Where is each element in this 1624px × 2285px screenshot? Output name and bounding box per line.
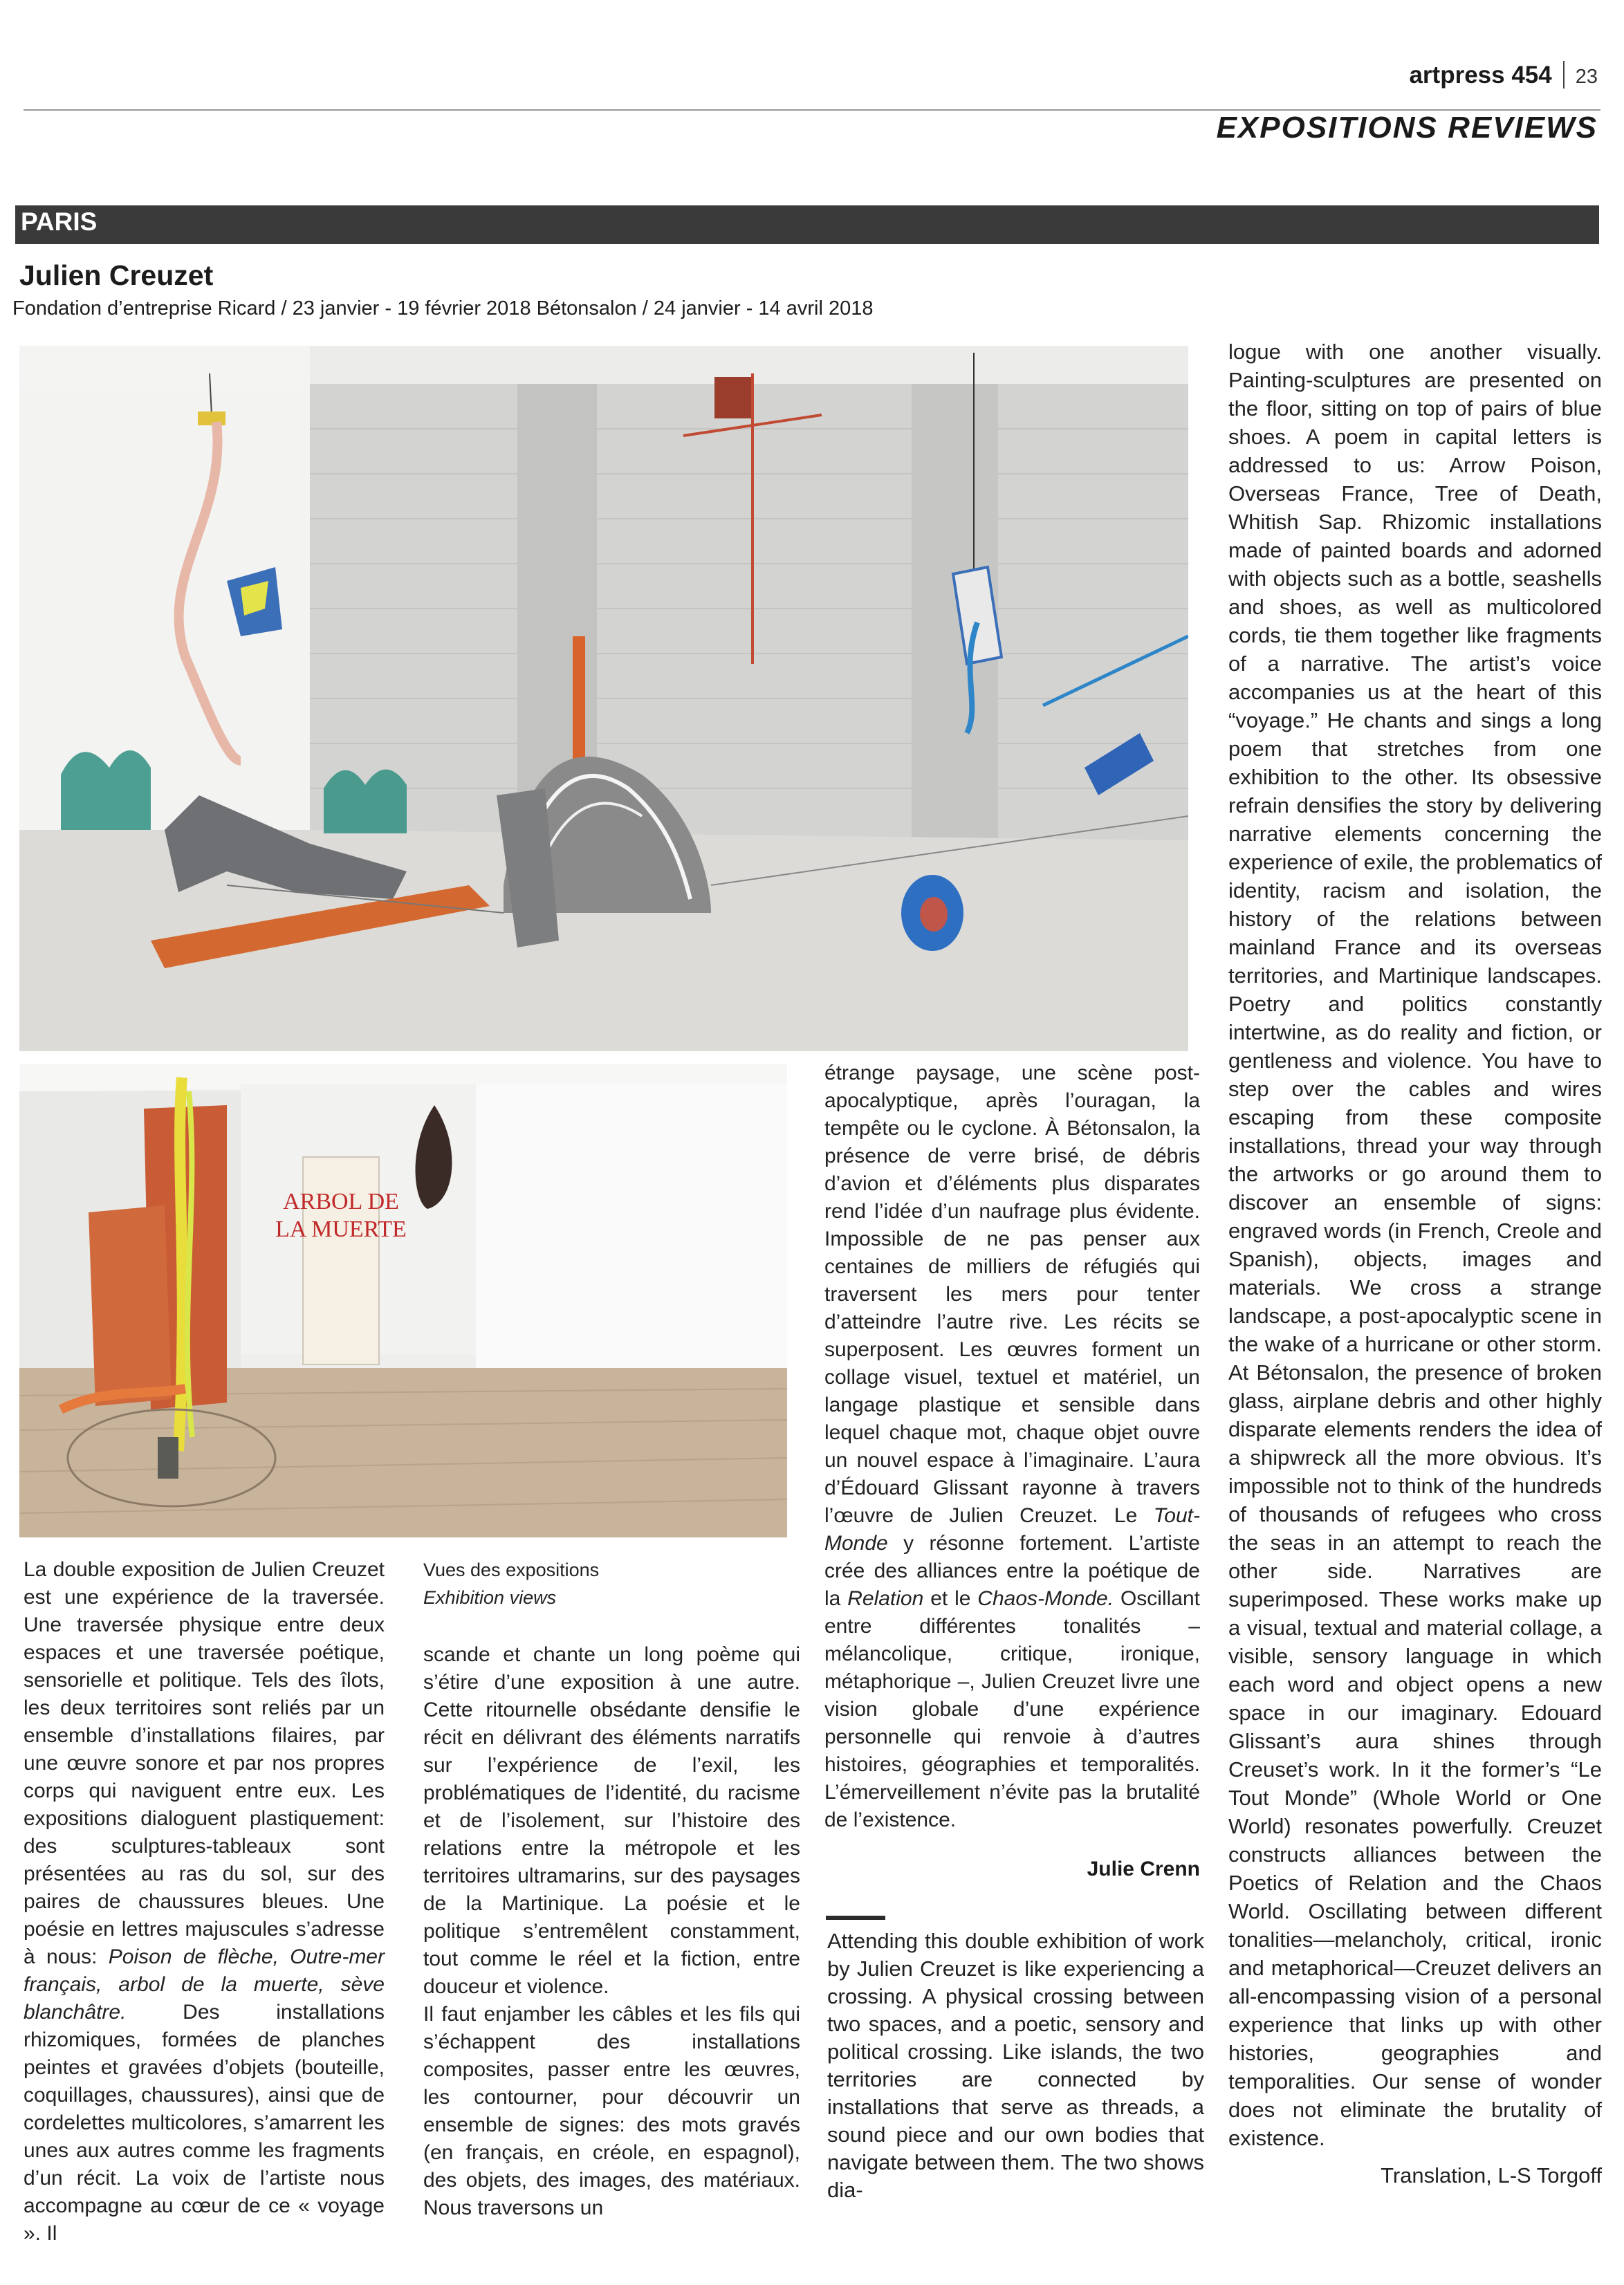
- french-column-3: [824, 1060, 1200, 1834]
- poem-italic: Poison de flèche, Outre-mer français, arbol de la muerte, sève blanchâtre.: [24, 1945, 385, 2024]
- sign-text-line1: ARBOL DE: [283, 1189, 399, 1214]
- french-paragraph-4d: Oscillant entre différentes tonalités – mélancolique, critique, ironique, métaphorique –, Julien Creuzet livre une vision globale d’une expérience personnelle qui renvoie à d’autres histoires, géographies et temporalités. L’émerveillement n’évite pas la brutalité de l’existence.: [824, 1587, 1200, 1831]
- caption-french: Vues des expositions: [423, 1560, 600, 1580]
- english-paragraph-2: logue with one another visually. Painting-sculptures are presented on the floor, sitting on top of pairs of blue shoes. A poem in capital letters is addressed to us: Arrow Poison, Overseas France, Tree of Death, Whitish Sap. Rhizomic installations made of painted boards and adorned with objects such as a bottle, seashells and shoes, as well as multicolored cords, tie them together like fragments of a narrative. The artist’s voice accompanies us at the heart of this “voyage.” He chants and sings a long poem that stretches from one exhibition to the other. Its obsessive refrain densifies the story by delivering narrative elements concerning the experience of exile, the problematics of identity, racism and isolation, the history of the relations between mainland France and its overseas territories, and Martinique landscapes. Poetry and politics constantly intertwine, as do reality and fiction, or gentleness and violence. You have to step over the cables and wires escaping from these composite installations, thread your way through the artworks or go around them to discover an ensemble of signs: engraved words (in French, Creole and Spanish), objects, images and materials. We cross a strange landscape, a post-apocalyptic scene in the wake of a hurricane or other storm. At Bétonsalon, the presence of broken glass, airplane debris and other highly disparate elements renders the idea of a shipwreck all the more obvious. It’s impossible not to think of the hundreds of thousands of refugees who cross the seas in an attempt to reach the other side. Narratives are superimposed. These works make up a visual, textual and material collage, a visible, sensory language in which each word and object opens a new space in our imaginary. Edouard Glissant’s aura shines through Creuset’s work. In it the former’s “Le Tout Monde” (Whole World or One World) resonates powerfully. Creuzet constructs alliances between the Poetics of Relation and the Chaos World. Oscillating between different tonalities—melancholy, critical, ironic and metaphorical—Creuzet delivers an all-encompassing vision of a personal experience that links up with other histories, geographies and temporalities. Our sense of wonder does not eliminate the brutality of existence.: [1228, 340, 1602, 2150]
- masthead: [1176, 61, 1598, 102]
- photo-caption: [423, 1556, 776, 1611]
- caption-english: Exhibition views: [423, 1587, 557, 1608]
- masthead-divider: [1563, 61, 1565, 89]
- page-number: 23: [1575, 66, 1598, 88]
- city-bar: [15, 205, 1599, 244]
- city-label: PARIS: [21, 207, 98, 236]
- english-column-1: [827, 1927, 1204, 2204]
- english-column-2: [1228, 337, 1602, 2152]
- french-paragraph-1a: La double exposition de Julien Creuzet est une expérience de la traversée. Une traversée physique entre deux espaces et une traversée poétique, sensorielle et politique. Tels des îlots, les deux territoires sont reliés par un ensemble d’installations filaires, par une œuvre sonore et par nos propres corps qui naviguent entre eux. Les expositions dialoguent plastiquement: des sculptures-tableaux sont présentées au ras du sol, sur des paires de chaussures bleues. Une poésie en lettres majuscules s’adresse à nous:: [24, 1558, 385, 1968]
- relation-italic: Relation: [847, 1587, 924, 1610]
- french-paragraph-4b: y résonne fortement. L’artiste crée des alliances entre la poétique de la: [824, 1532, 1200, 1610]
- venue-dates: Fondation d’entreprise Ricard / 23 janvier - 19 février 2018 Bétonsalon / 24 janvier - 14 avril 2018: [12, 297, 874, 320]
- translation-credit: Translation, L-S Torgoff: [1381, 2163, 1602, 2187]
- french-column-1: [24, 1556, 385, 2248]
- language-divider: [826, 1916, 885, 1920]
- french-paragraph-4c: et le: [930, 1587, 971, 1610]
- french-column-2: [423, 1641, 800, 2222]
- tout-monde-italic: Tout-Monde: [824, 1504, 1200, 1555]
- exhibition-photo-2: [19, 1064, 787, 1537]
- english-paragraph-1: Attending this double exhibition of work by Julien Creuzet is like experiencing a crossing. A physical crossing between two spaces, and a poetic, sensory and political crossing. Like islands, the two territories are connected by installations that serve as threads, a sound piece and our own bodies that navigate between them. The two shows dia-: [827, 1929, 1204, 2202]
- section-title: EXPOSITIONS REVIEWS: [1216, 111, 1598, 145]
- chaos-monde-italic: Chaos-Monde.: [977, 1587, 1114, 1610]
- french-paragraph-3: Il faut enjamber les câbles et les fils qui s’échappent des installations composites, passer entre les œuvres, les contourner, pour découvrir un ensemble de signes: des mots gravés (en français, en créole, en espagnol), des objets, des images, des matériaux. Nous traversons un: [423, 2003, 800, 2219]
- artist-name: Julien Creuzet: [19, 259, 214, 291]
- french-paragraph-2: scande et chante un long poème qui s’étire d’une exposition à une autre. Cette ritournelle obsédante densifie le récit en délivrant des éléments narratifs sur l’expérience de l’exil, les problématiques de l’identité, du racisme et de l’isolement, sur l’histoire des relations entre la métropole et les territoires ultramarins, sur des paysages de la Martinique. La poésie et le politique s’entremêlent constamment, tout comme le réel et la fiction, entre douceur et violence.: [423, 1643, 800, 1998]
- exhibition-photo-1: [19, 346, 1188, 1051]
- french-paragraph-1b: Des installations rhizomiques, formées de planches peintes et gravées d’objets (bouteille, coquillages, chaussures), ainsi que de cordelettes multicolores, s’amarrent les unes aux autres comme les fragments d’un récit. La voix de l’artiste nous accompagne au cœur de ce « voyage ». Il: [24, 2001, 385, 2245]
- french-paragraph-4: étrange paysage, une scène post-apocalyptique, après l’ouragan, la tempête ou le cyclone. À Bétonsalon, la présence de verre brisé, de débris d’avion et d’éléments plus disparates rend l’idée d’un naufrage plus évidente. Impossible de ne pas penser aux centaines de milliers de réfugiés qui traversent les mers pour tenter d’atteindre l’autre rive. Les récits se superposent. Les œuvres forment un collage visuel, textuel et matériel, un langage plastique et sensible dans lequel chaque mot, chaque objet ouvre un nouvel espace à l’imaginaire. L’aura d’Édouard Glissant rayonne à travers l’œuvre de Julien Creuzet. Le: [824, 1062, 1200, 1527]
- sign-text-line2: LA MUERTE: [275, 1216, 407, 1242]
- magazine-name: artpress 454: [1409, 62, 1552, 89]
- author-signature: Julie Crenn: [1087, 1858, 1200, 1880]
